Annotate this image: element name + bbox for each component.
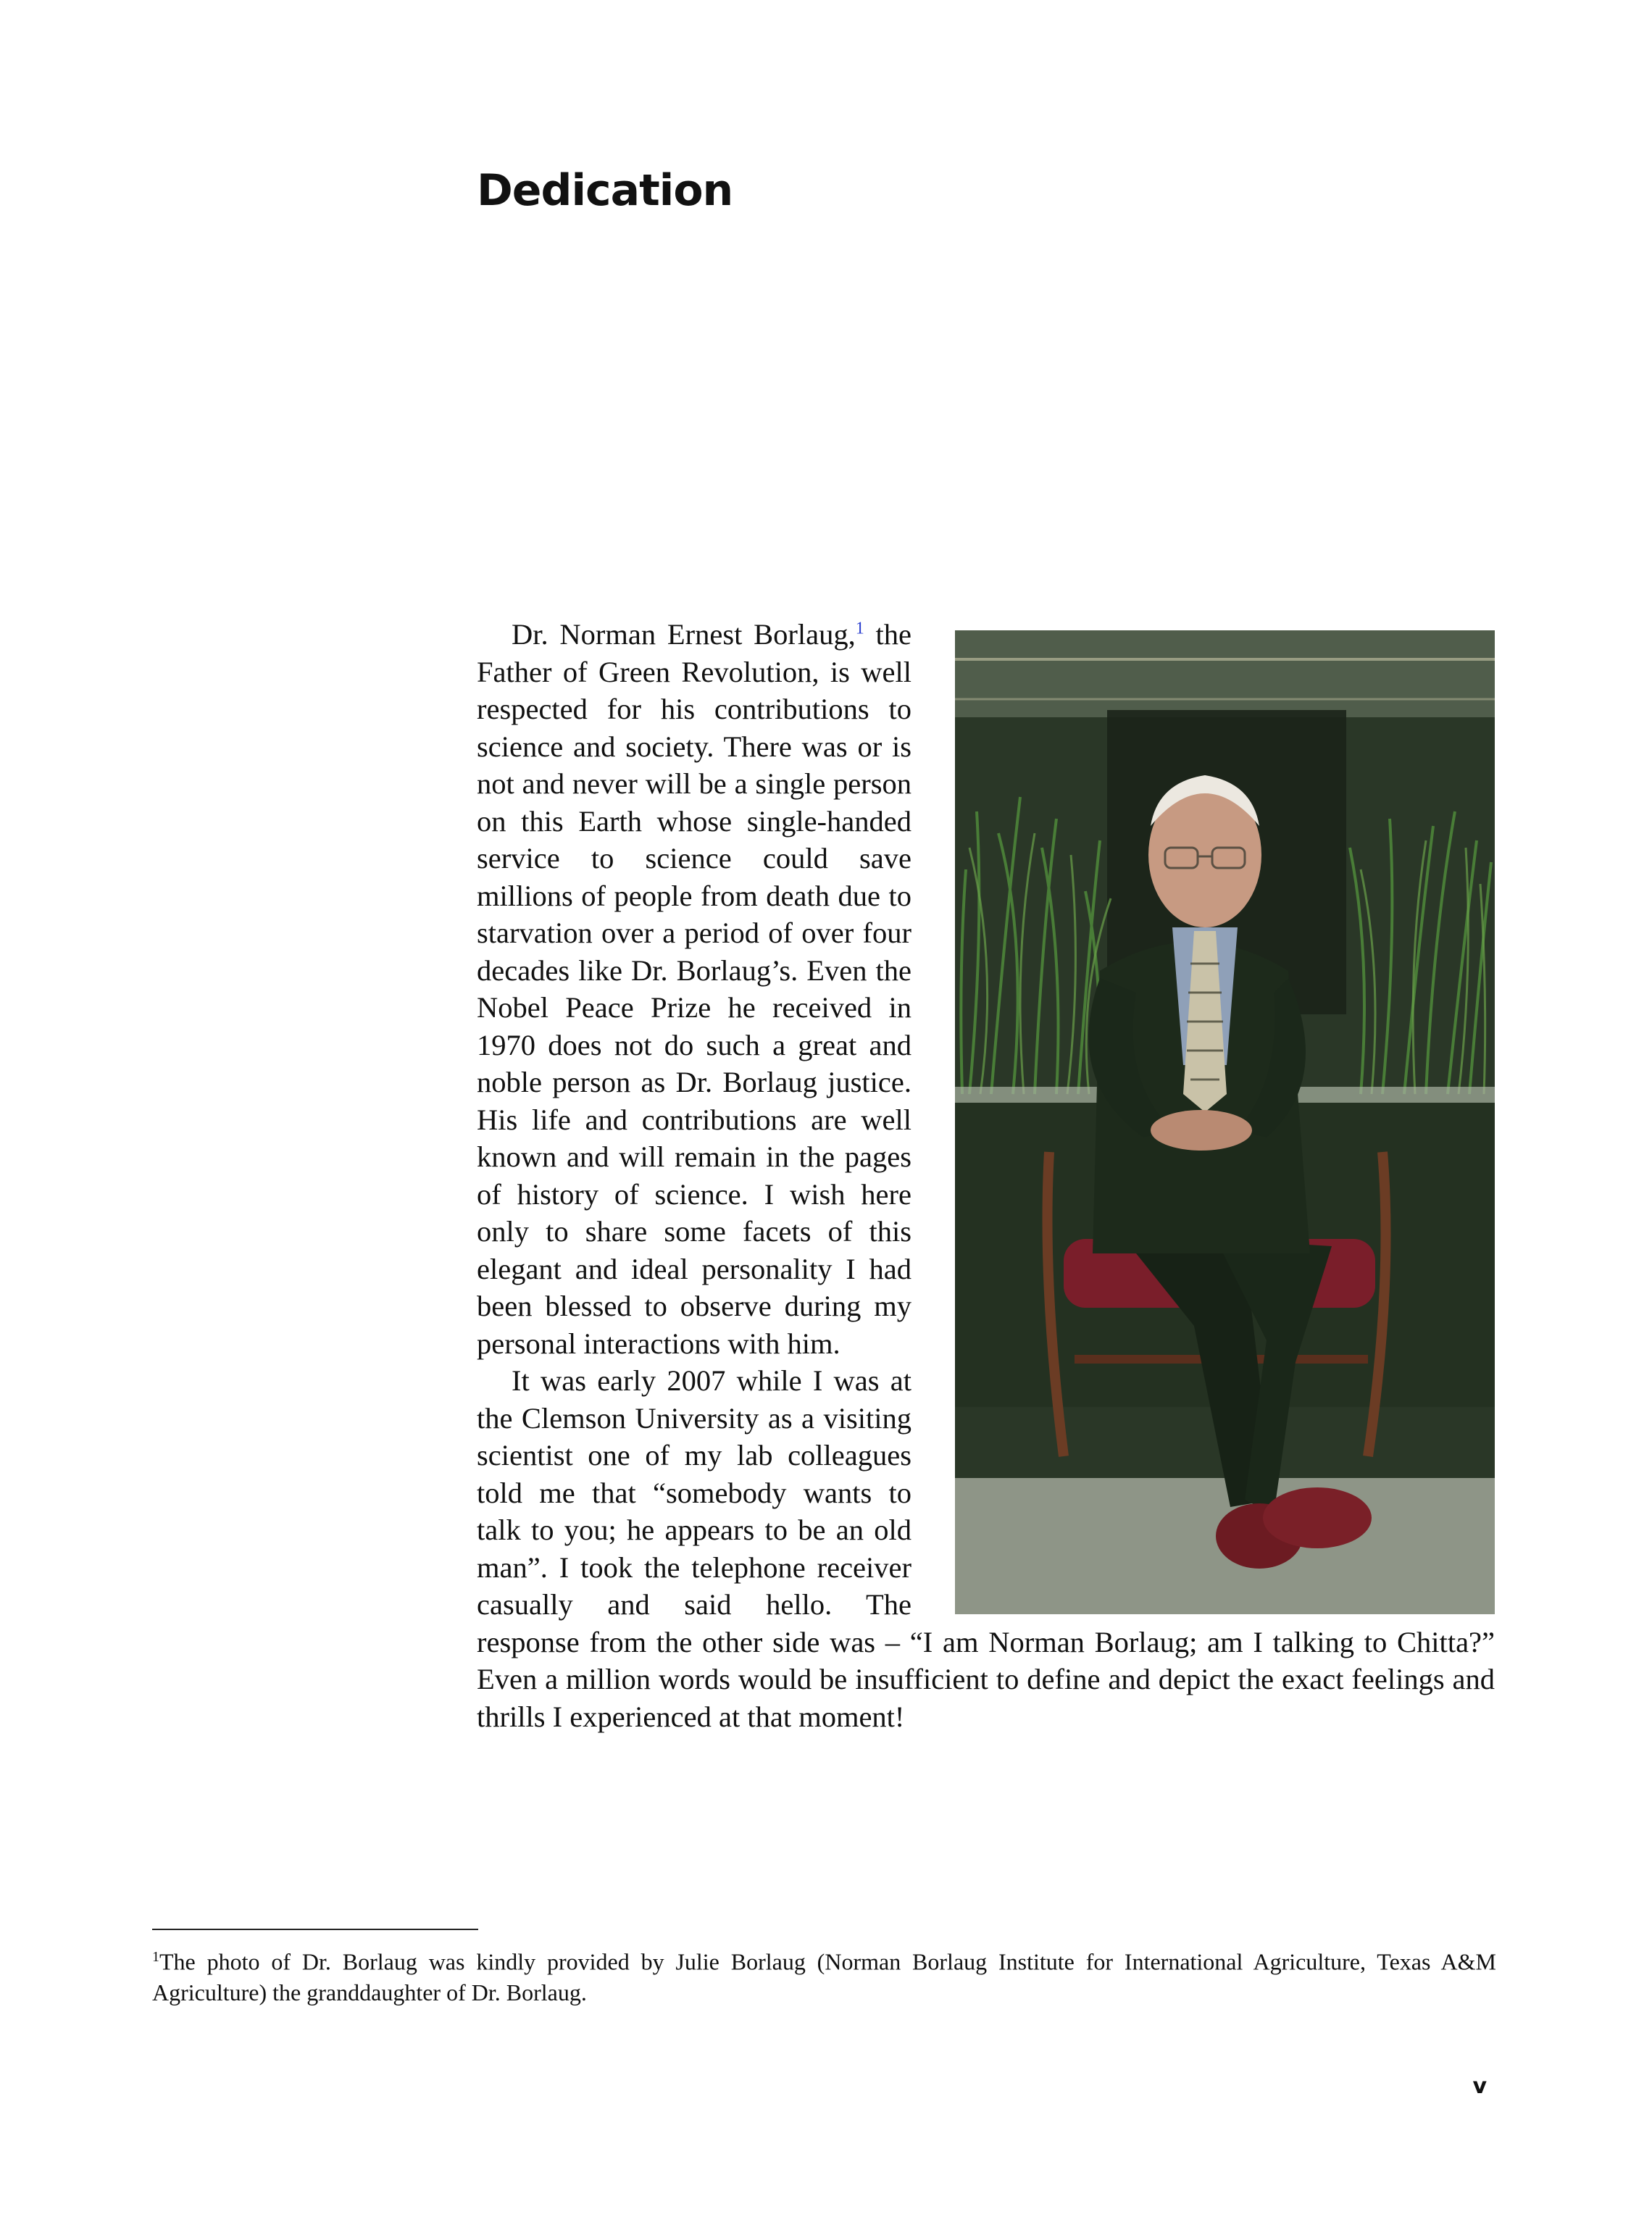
paragraph-2: It was early 2007 while I was at the Clemson University as a visiting scientist one of my lab colleagues told me that “somebody wants to talk to you; he appears to be an old man”. I took the telephone receiver casually and said hello. The response from the other side was – “I am Norman Borlaug; am I talking to Chitta?” Even a million words would be insufficient to define and depict the exact feelings and thrills I experienced at that moment! (477, 1364, 1495, 1733)
footnote-text: The photo of Dr. Borlaug was kindly provided by Julie Borlaug (Norman Borlaug Institute for International Agriculture, Texas A&M Agriculture) the granddaughter of Dr. Borlaug. (152, 1948, 1496, 2005)
footnote-reference[interactable]: 1 (855, 619, 864, 638)
dedication-body (477, 616, 1495, 1735)
page-number: v (1472, 2074, 1487, 2099)
footnote-divider (152, 1929, 478, 1930)
paragraph-1-lead: Dr. Norman Ernest Borlaug, (512, 618, 856, 651)
borlaug-portrait (955, 630, 1495, 1614)
footnote-number: 1 (152, 1949, 159, 1965)
footnote (152, 1942, 1496, 2008)
page-title: Dedication (477, 165, 733, 216)
paragraph-1-text: the Father of Green Revolution, is well respected for his contributions to science and society. There was or is not and never will be a single person on this Earth whose single-handed service to science could save millions of people from death due to starvation over a period of over four decades like Dr. Borlaug’s. Even the Nobel Peace Prize he received in 1970 does not do such a great and noble person as Dr. Borlaug justice. His life and contributions are well known and will remain in the pages of history of science. I wish here only to share some facets of this elegant and ideal personality I had been blessed to observe during my personal interactions with him. (477, 618, 912, 1360)
